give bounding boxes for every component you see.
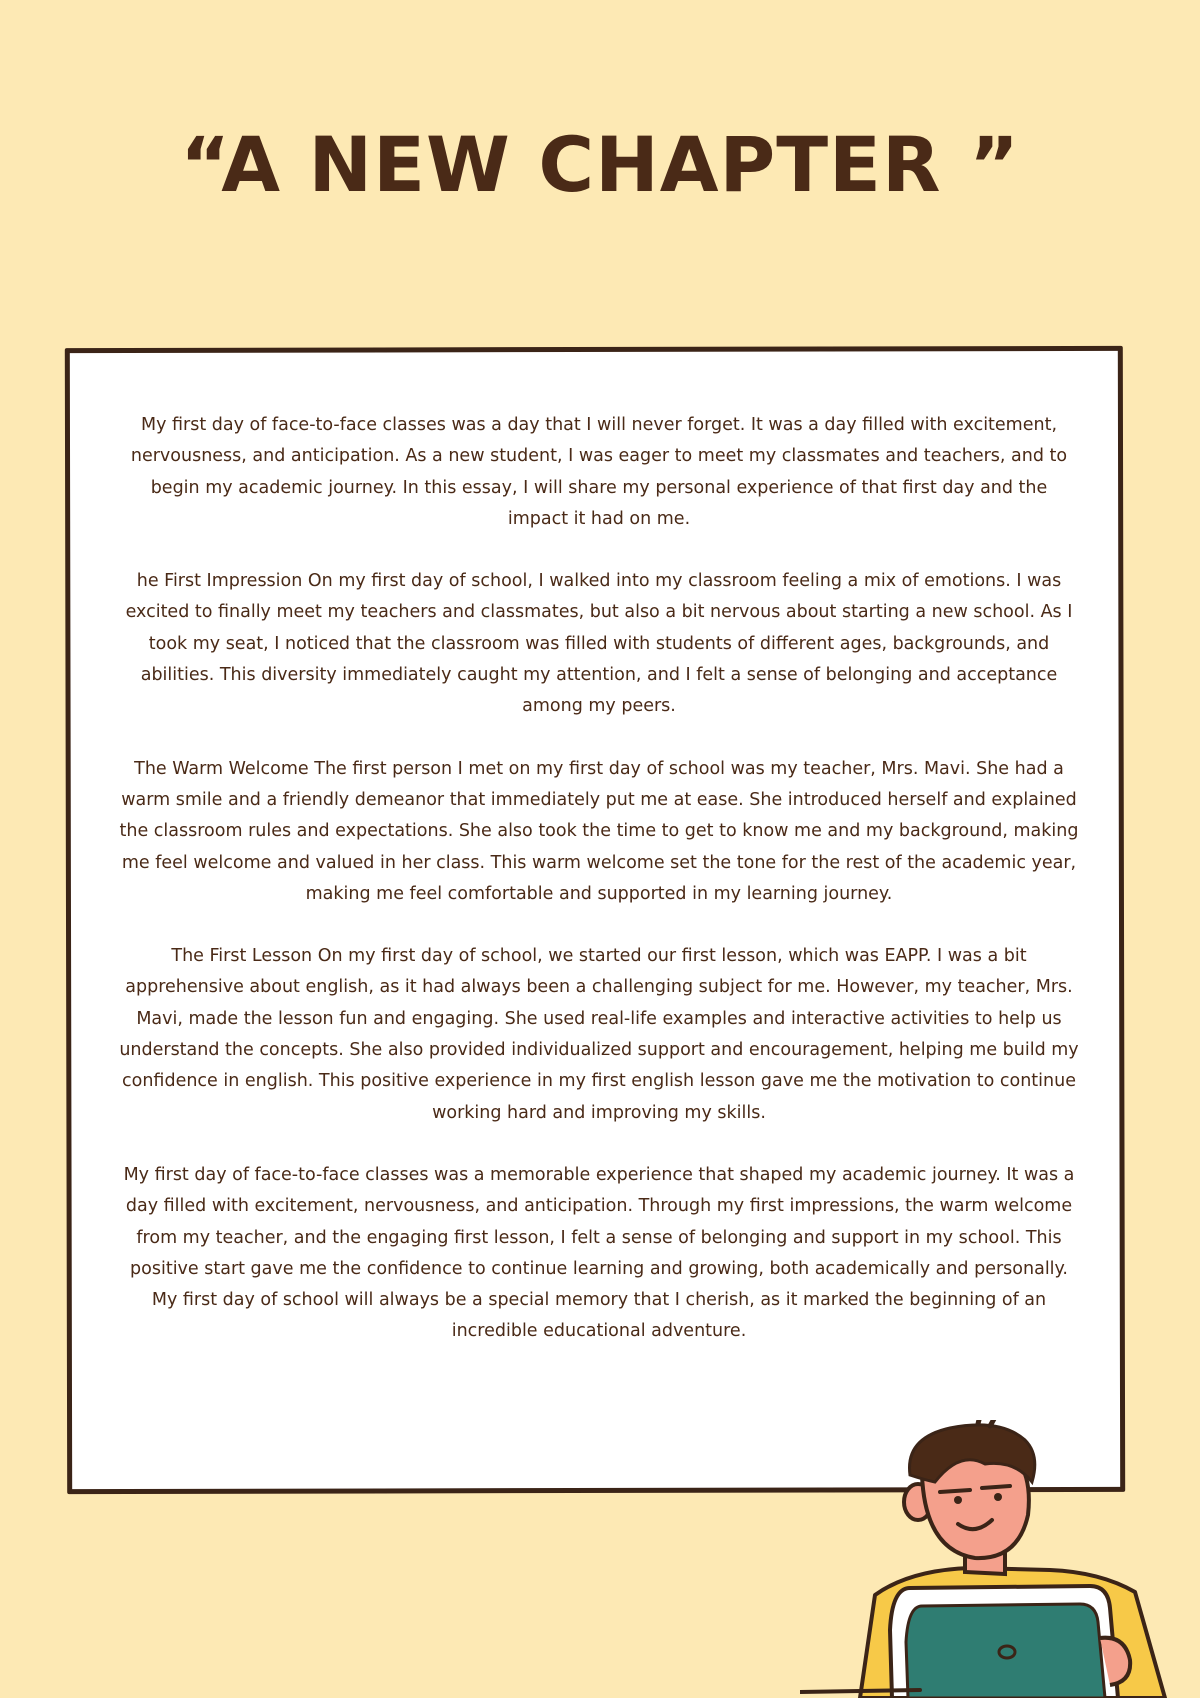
page-title: “A NEW CHAPTER ” xyxy=(180,120,1020,209)
student-with-laptop-icon xyxy=(800,1420,1200,1698)
essay-body xyxy=(118,410,1080,1379)
paragraph-first-impression: he First Impression On my first day of school, I walked into my classroom feeling a mix of emotions. I was excited to finally meet my teachers and classmates, but also a bit nervous about starting a new school. As I took my seat, I noticed that the classroom was filled with students of different ages, backgrounds, and abilities. This diversity immediately caught my attention, and I felt a sense of belonging and acceptance among my peers. xyxy=(125,571,1073,717)
paragraph-conclusion: My first day of face-to-face classes was a memorable experience that shaped my academic journey. It was a day filled with excitement, nervousness, and anticipation. Through my first impressions, the warm welcome from my teacher, and the engaging first lesson, I felt a sense of belonging and support in my school. This positive start gave me the confidence to continue learning and growing, both academically and personally. My first day of school will always be a special memory that I cherish, as it marked the beginning of an incredible educational adventure. xyxy=(123,1164,1075,1342)
paragraph-intro: My first day of face-to-face classes was a day that I will never forget. It was a day filled with excitement, nervousness, and anticipation. As a new student, I was eager to meet my classmates and teachers, and to begin my academic journey. In this essay, I will share my personal experience of that first day and the impact it had on me. xyxy=(130,415,1068,529)
paragraph-first-lesson: The First Lesson On my first day of school, we started our first lesson, which was EAPP. I was a bit apprehensive about english, as it had always been a challenging subject for me. However, my teacher, Mrs. Mavi, made the lesson fun and engaging. She used real-life examples and interactive activities to help us understand the concepts. She also provided individualized support and encouragement, helping me build my confidence in english. This positive experience in my first english lesson gave me the motivation to continue working hard and improving my skills. xyxy=(119,946,1079,1123)
paragraph-warm-welcome: The Warm Welcome The first person I met on my first day of school was my teacher, Mrs. Mavi. She had a warm smile and a friendly demeanor that immediately put me at ease. She introduced herself and explained the classroom rules and expectations. She also took the time to get to know me and my background, making me feel welcome and valued in her class. This warm welcome set the tone for the rest of the academic year, making me feel comfortable and supported in my learning journey. xyxy=(119,758,1079,904)
